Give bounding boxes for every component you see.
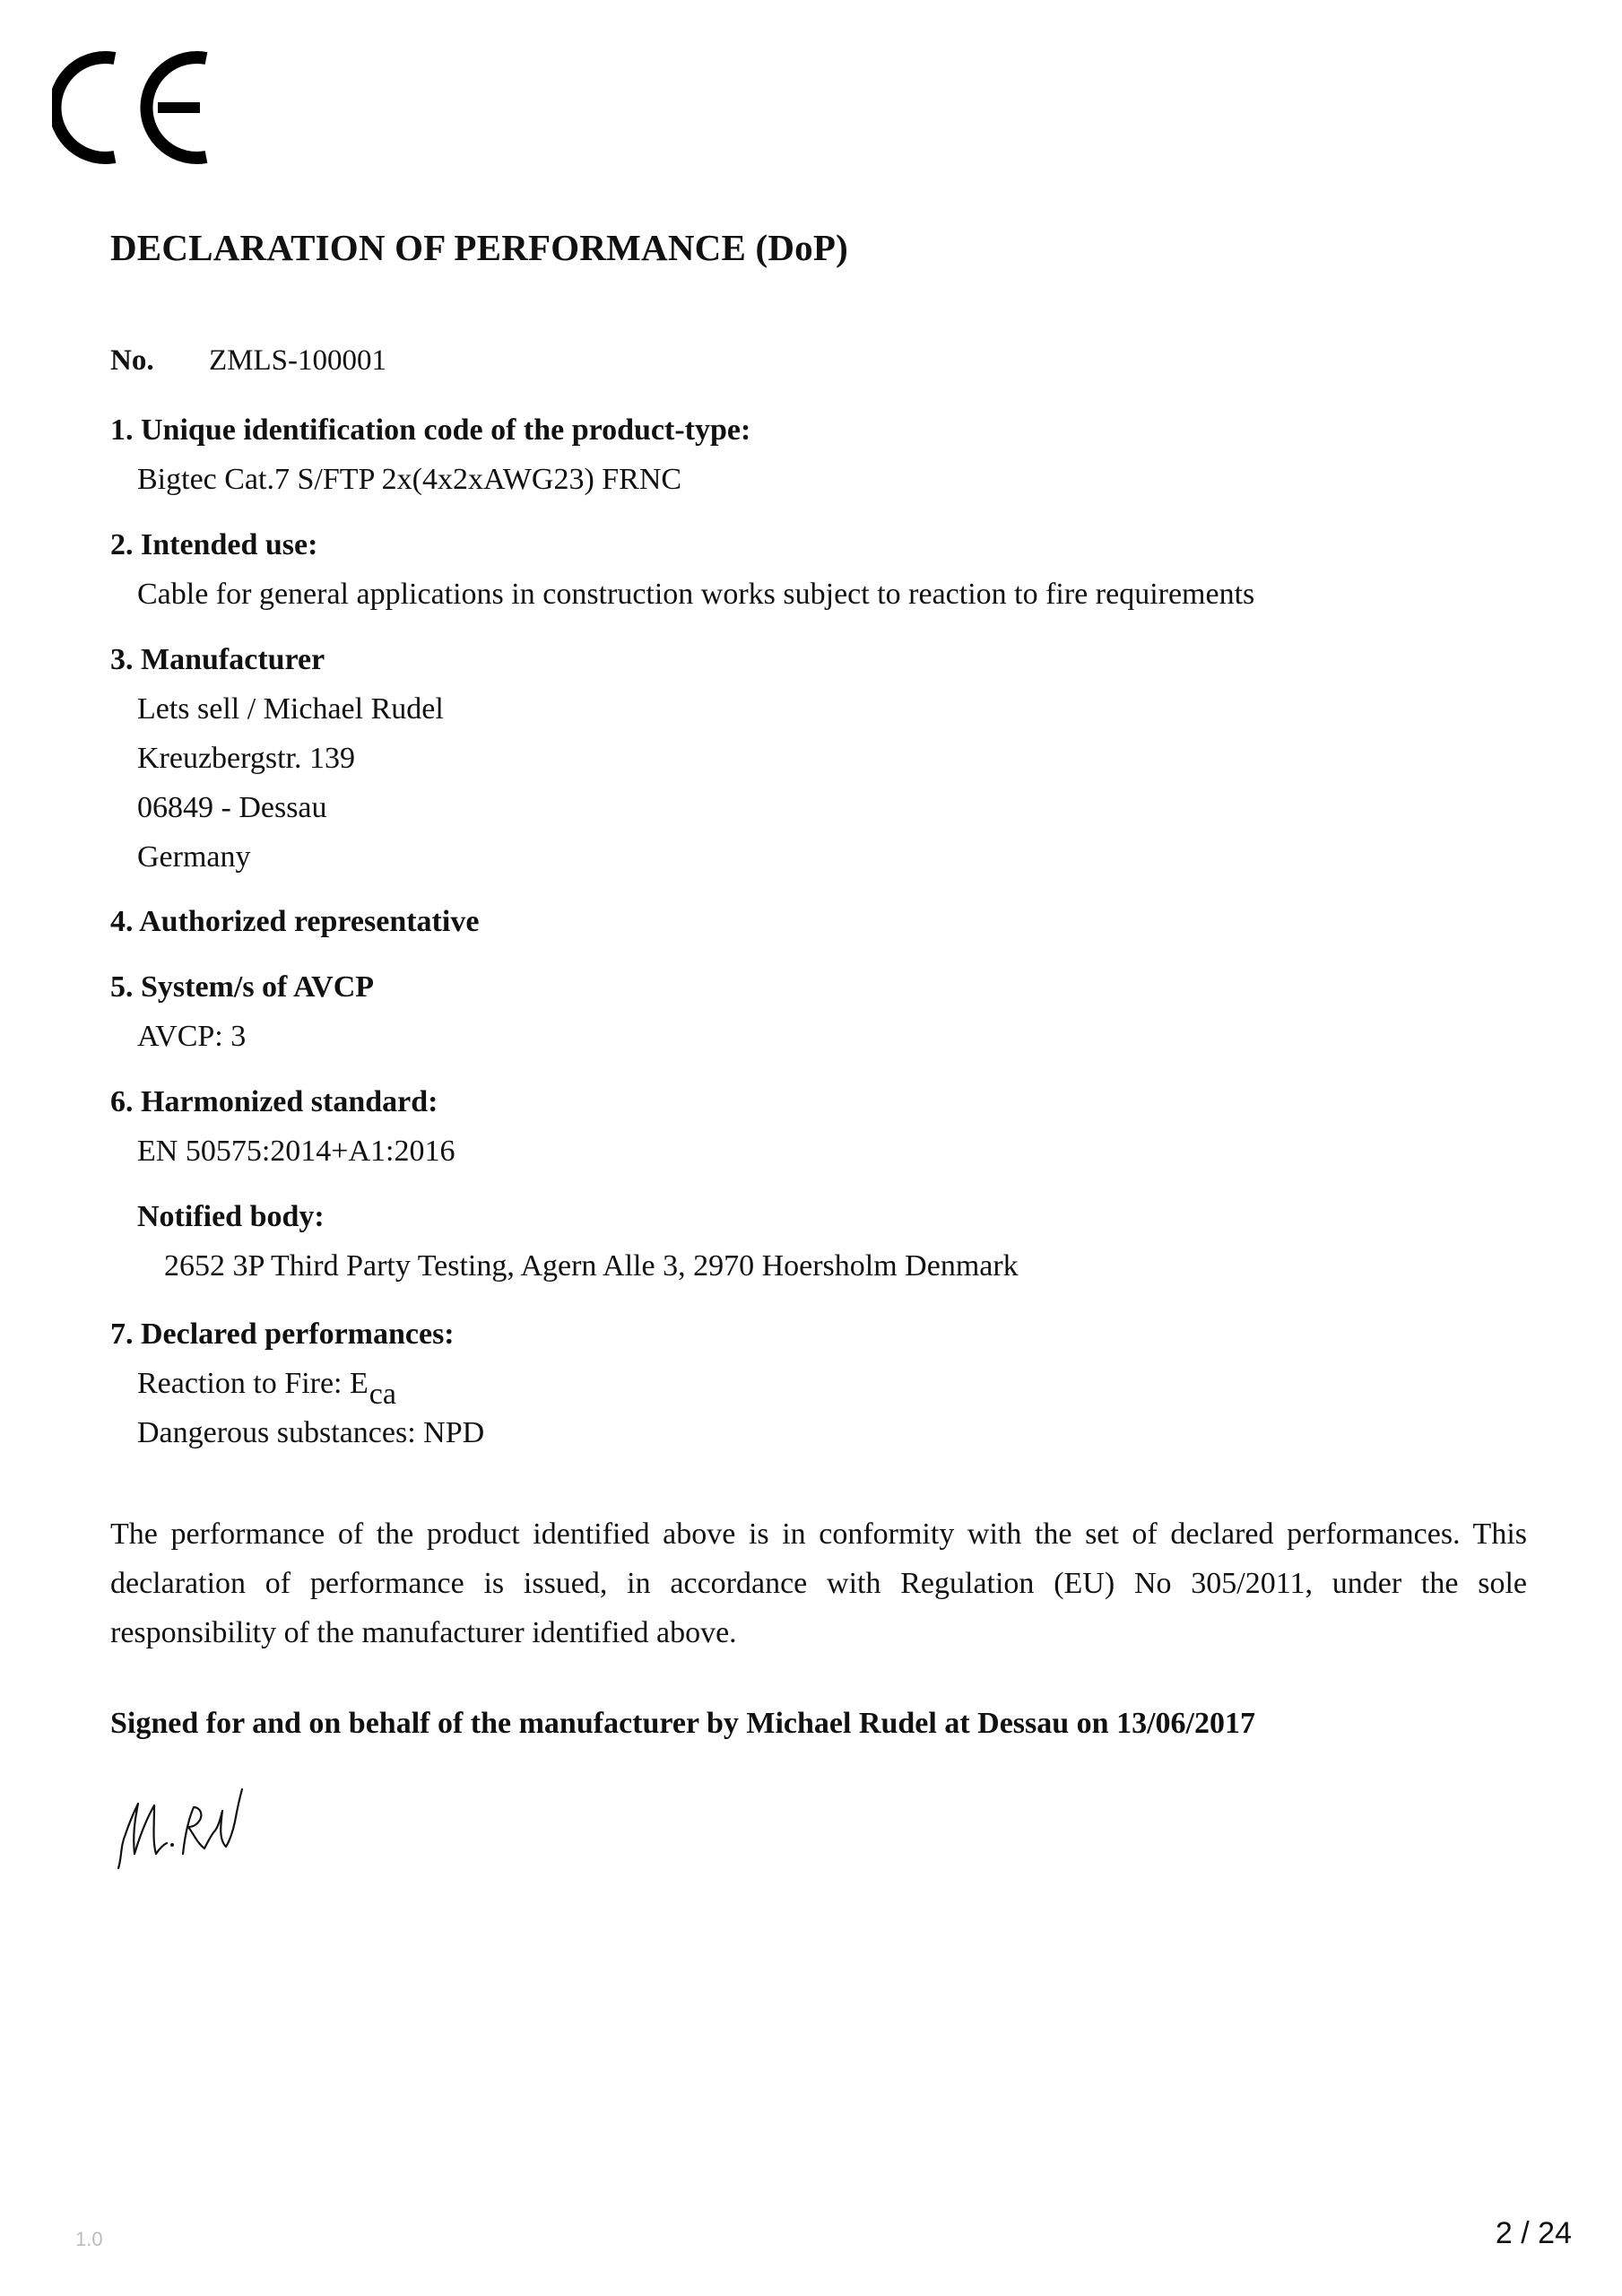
section-product-code <box>110 405 750 504</box>
section-heading: 5. System/s of AVCP <box>110 970 375 1004</box>
manufacturer-city: 06849 - Dessau <box>137 791 327 824</box>
section-heading: 1. Unique identification code of the product-type: <box>110 413 751 447</box>
section-heading: 7. Declared performances: <box>110 1318 455 1351</box>
reaction-label: Reaction to Fire: E <box>137 1367 369 1400</box>
section-manufacturer <box>110 635 444 882</box>
manufacturer-street: Kreuzbergstr. 139 <box>137 742 355 775</box>
section-intended-use <box>110 520 1254 619</box>
document-title: DECLARATION OF PERFORMANCE (DoP) <box>110 227 848 268</box>
manufacturer-name: Lets sell / Michael Rudel <box>137 692 444 726</box>
page-number: 2 / 24 <box>1495 2216 1572 2250</box>
conformity-statement: The performance of the product identified above is in conformity with the set of declared performances. This declaration of performance is issued, in accordance with Regulation (EU) No 305/2011, under the sole responsibility of the manufacturer identified above. <box>110 1518 1527 1649</box>
dangerous-substances: Dangerous substances: NPD <box>137 1416 485 1449</box>
avcp-value: AVCP: 3 <box>137 1020 247 1053</box>
standard-value: EN 50575:2014+A1:2016 <box>137 1135 455 1168</box>
signed-statement: Signed for and on behalf of the manufacturer by Michael Rudel at Dessau on 13/06/2017 <box>110 1707 1255 1740</box>
section-authorized-representative <box>110 897 479 946</box>
section-avcp <box>110 962 374 1061</box>
number-label: No. <box>110 344 154 377</box>
ce-mark-icon <box>52 49 218 166</box>
reaction-class-subscript: ca <box>369 1378 396 1411</box>
reaction-to-fire <box>110 1359 484 1411</box>
declaration-number <box>110 344 386 378</box>
version-number: 1.0 <box>75 2228 103 2250</box>
section-declared-performances <box>110 1309 484 1457</box>
section-heading: 6. Harmonized standard: <box>110 1085 438 1118</box>
intended-use-text: Cable for general applications in construction works subject to reaction to fire requirements <box>137 578 1255 611</box>
section-heading: 2. Intended use: <box>110 528 318 561</box>
section-heading: 3. Manufacturer <box>110 643 325 676</box>
number-value: ZMLS-100001 <box>209 344 386 377</box>
manufacturer-country: Germany <box>137 840 251 874</box>
section-heading: 4. Authorized representative <box>110 905 480 938</box>
notified-body-label: Notified body: <box>137 1200 325 1233</box>
product-code: Bigtec Cat.7 S/FTP 2x(4x2xAWG23) FRNC <box>137 463 682 496</box>
signature-icon <box>108 1771 251 1879</box>
notified-body-value: 2652 3P Third Party Testing, Agern Alle 3, 2970 Hoersholm Denmark <box>164 1249 1019 1283</box>
section-harmonized-standard <box>110 1077 1019 1291</box>
